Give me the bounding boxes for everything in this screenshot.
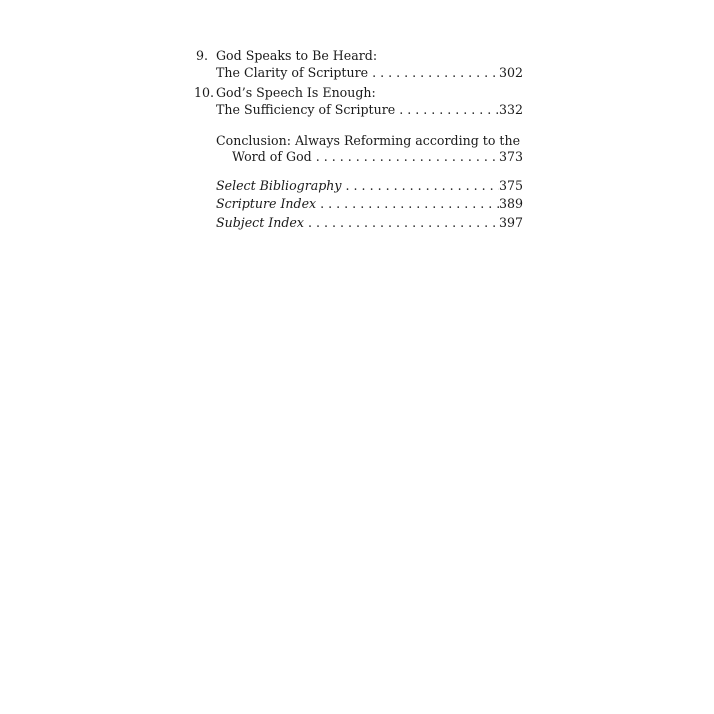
toc-subject-index [216,215,523,231]
back-matter-title: Subject Index [216,215,304,230]
page-number: 389 [498,196,523,211]
toc-entry-10-leader [216,102,523,118]
toc-select-bibliography [216,178,523,194]
back-matter-title: Select Bibliography [216,178,342,193]
toc-scripture-index [216,196,523,212]
chapter-title-line2: The Sufficiency of Scripture [216,102,396,117]
dot-leader [316,196,499,212]
page-number: 332 [498,102,523,117]
page-number: 397 [498,215,523,230]
dot-leader [304,215,499,231]
chapter-number: 10. [194,85,215,100]
conclusion-title-line1: Conclusion: Always Reforming according to the [216,133,521,148]
dot-leader [342,178,499,194]
chapter-title-line2: The Clarity of Scripture [216,65,369,80]
toc-entry-9-leader [216,65,523,81]
dot-leader [395,102,499,118]
dot-leader [312,149,499,165]
page-number: 302 [498,65,523,80]
page-number: 373 [498,149,523,164]
toc-conclusion-leader [232,149,523,165]
chapter-number: 9. [196,48,209,63]
chapter-title-line1: God’s Speech Is Enough: [216,85,376,100]
dot-leader [368,65,499,81]
conclusion-title-line2: Word of God [232,149,312,164]
back-matter-title: Scripture Index [216,196,317,211]
page-number: 375 [498,178,523,193]
chapter-title-line1: God Speaks to Be Heard: [216,48,378,63]
